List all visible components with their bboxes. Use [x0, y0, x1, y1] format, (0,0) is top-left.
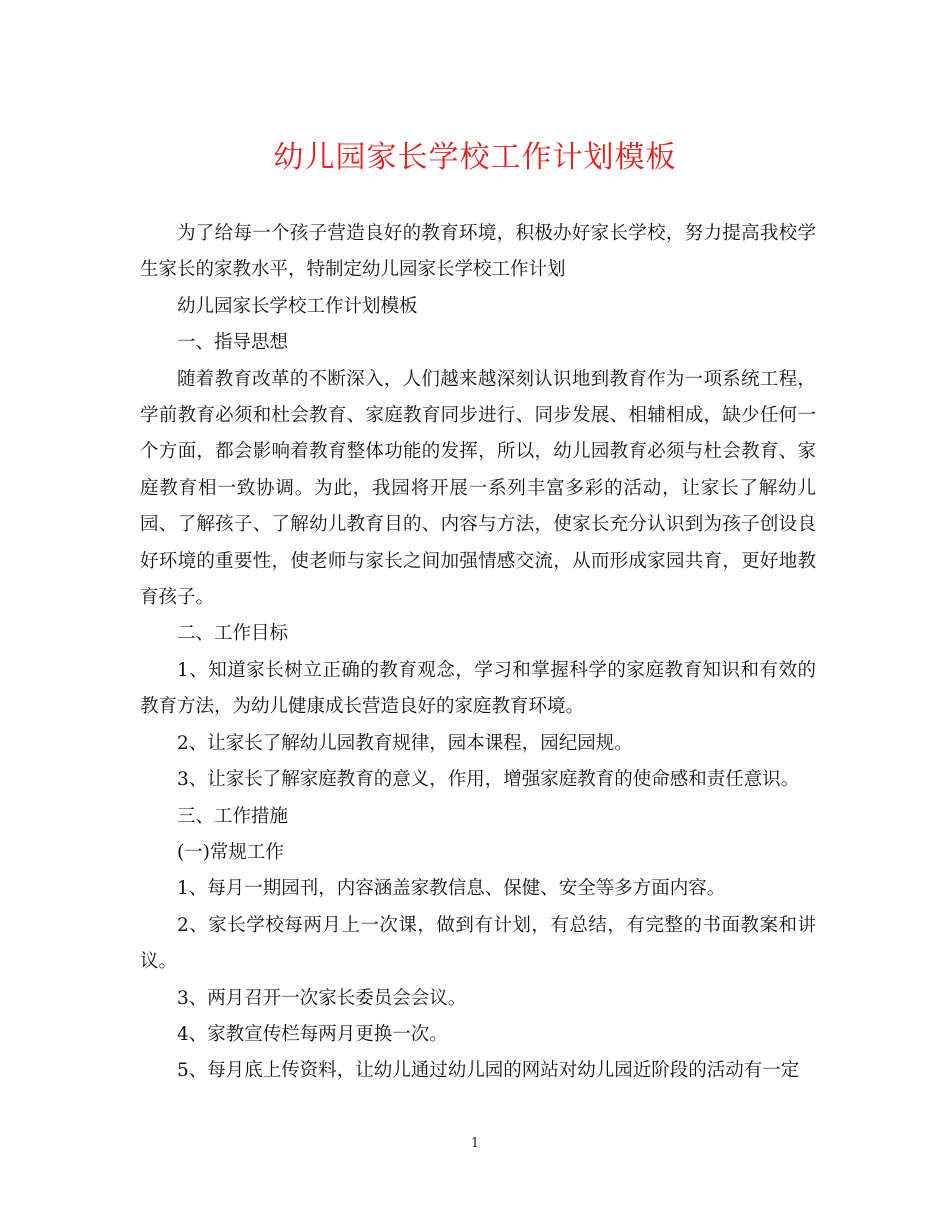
section-heading-work-goals: 二、工作目标 — [177, 623, 289, 645]
measure-item-4: 4、家教宣传栏每两月更换一次。 — [177, 1023, 448, 1045]
section-heading-work-measures: 三、工作措施 — [177, 805, 289, 827]
document-body — [140, 216, 816, 1090]
goal-item-3: 3、让家长了解家庭教育的意义，作用，增强家庭教育的使命感和责任意识。 — [177, 769, 800, 791]
measure-item-3: 3、两月召开一次家长委员会会议。 — [177, 987, 467, 1009]
intro-paragraph: 为了给每一个孩子营造良好的教育环境，积极办好家长学校，努力提高我校学生家长的家教水平，特制定幼儿园家长学校工作计划 — [140, 223, 816, 281]
goal-item-1: 1、知道家长树立正确的教育观念，学习和掌握科学的家庭教育知识和有效的教育方法，为幼儿健康成长营造良好的家庭教育环境。 — [140, 659, 816, 718]
measure-item-5: 5、每月底上传资料，让幼儿通过幼儿园的网站对幼儿园近阶段的活动有一定 — [177, 1060, 800, 1082]
subtitle-paragraph: 幼儿园家长学校工作计划模板 — [177, 295, 418, 317]
goal-item-2: 2、让家长了解幼儿园教育规律，园本课程，园纪园规。 — [177, 732, 633, 754]
section-heading-guiding-thought: 一、指导思想 — [177, 332, 289, 354]
page-number: 1 — [470, 1136, 480, 1151]
measure-item-2: 2、家长学校每两月上一次课，做到有计划，有总结，有完整的书面教案和讲议。 — [140, 914, 816, 973]
document-title: 幼儿园家长学校工作计划模板 — [273, 140, 677, 175]
measure-item-1: 1、每月一期园刊，内容涵盖家教信息、保健、安全等多方面内容。 — [177, 878, 726, 900]
guiding-thought-paragraph: 随着教育改革的不断深入，人们越来越深刻认识地到教育作为一项系统工程，学前教育必须和杜会教育、家庭教育同步进行、同步发展、相辅相成，缺少任何一个方面，都会影响着教育整体功能的发挥，所以，幼儿园教育必须与杜会教育、家庭教育相一致协调。为此，我园将开展一系列丰富多彩的活动，让家长了解幼儿园、了解孩子、了解幼儿教育目的、内容与方法，使家长充分认识到为孩子创设良好环境的重要性，使老师与家长之间加强情感交流，从而形成家园共育，更好地教育孩子。 — [140, 368, 816, 609]
subsection-heading-routine-work: (一)常规工作 — [177, 841, 284, 863]
